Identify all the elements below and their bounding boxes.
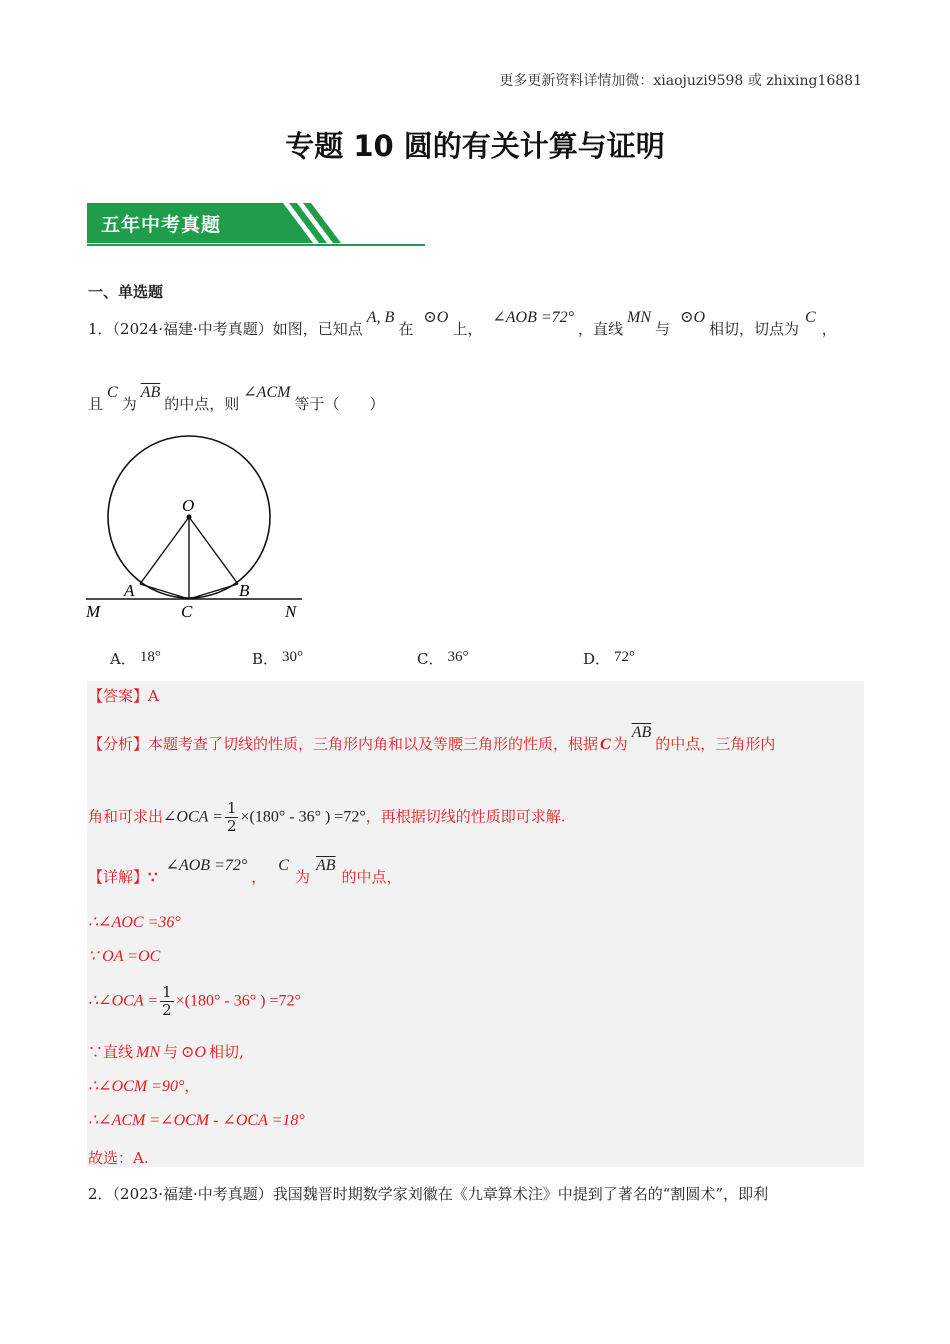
label-m: M (86, 602, 101, 621)
label-a: A (124, 581, 135, 600)
analysis-eq-left: ∠OCA = (163, 808, 223, 826)
q1-text: 的中点，则 (164, 395, 240, 413)
segment-ob (189, 517, 238, 584)
banner-text: 五年中考真题 (101, 214, 222, 236)
option-label: A． (110, 650, 136, 668)
detail-step-2: ∵ OA =OC (88, 948, 161, 965)
fraction-denominator: 2 (226, 817, 237, 835)
answer-tag: 【答案】 (88, 687, 149, 705)
q1-source: （2024·福建·中考真题） (112, 320, 273, 338)
q1-text: 且 (88, 395, 104, 413)
detail-text: 与 (163, 1043, 179, 1061)
label-o: O (182, 496, 195, 515)
detail-text: ， (251, 868, 267, 886)
label-b: B (239, 581, 250, 600)
section-heading: 一、单选题 (88, 283, 164, 301)
q1-points-ab: A, B (366, 309, 395, 326)
q1-angle-acm: ∠ACM (243, 384, 291, 401)
option-d[interactable] (583, 648, 635, 669)
detail-text: ∵直线 (88, 1043, 134, 1061)
analysis-text: 为 (612, 735, 628, 753)
detail-tag: 【详解】 (88, 868, 149, 886)
q1-text: 相切，切点为 (709, 320, 800, 338)
detail-circle-o: ⊙O (181, 1044, 206, 1061)
q1-text: ， (821, 320, 837, 338)
segment-bc (189, 584, 238, 599)
q1-line-2 (88, 384, 385, 414)
option-value: 36° (447, 649, 469, 665)
header-note: 更多更新资料详情加微：xiaojuzi9598 或 zhixing16881 (499, 73, 862, 89)
detail-point-c: C (278, 857, 289, 874)
fraction-numerator: 1 (162, 983, 172, 1001)
q2-number: 2． (88, 1185, 113, 1203)
detail-final: 故选：A. (88, 1149, 149, 1167)
fraction-denominator: 2 (162, 1001, 172, 1019)
option-c[interactable] (417, 648, 468, 669)
detail-step-3 (88, 984, 301, 1019)
detail-text: 为 (294, 868, 310, 886)
detail-eq-right: ×(180° - 36° ) =72° (175, 992, 301, 1010)
banner-underline (87, 244, 425, 246)
q1-text: 等于（ ） (294, 395, 385, 413)
option-value: 72° (614, 649, 636, 665)
analysis-fraction (225, 800, 239, 835)
q2-line-1 (88, 1183, 768, 1204)
detail-step-5 (88, 1075, 199, 1096)
page-title: 专题 10 圆的有关计算与证明 (285, 129, 665, 163)
option-value: 30° (282, 649, 304, 665)
option-b[interactable] (252, 648, 303, 669)
detail-text: 的中点， (341, 868, 402, 886)
analysis-tag: 【分析】 (88, 735, 149, 753)
analysis-arc-ab: $\overline{AB}$ (631, 724, 652, 741)
detail-angle-aob: ∠AOB =72° (165, 857, 248, 874)
detail-fraction (160, 984, 174, 1019)
option-a[interactable] (110, 648, 161, 669)
segment-oa (140, 517, 189, 584)
detail-text: 相切, (209, 1043, 244, 1061)
q1-arc-ab: $\overline{AB}$ (140, 384, 161, 401)
q1-circle-o: ⊙O (423, 309, 449, 326)
answer-value: A (148, 687, 159, 705)
q1-text: 如图，已知点 (272, 320, 363, 338)
q1-text: ，直线 (578, 320, 624, 338)
detail-arc-ab: $\overline{AB}$ (315, 857, 336, 874)
detail-eq: ∴∠OCM =90° (88, 1078, 185, 1095)
q1-circle-o: ⊙O (680, 309, 706, 326)
option-value: 18° (139, 649, 161, 665)
detail-step-1: ∴∠AOC =36° (88, 914, 181, 931)
q1-line-mn: MN (627, 309, 652, 326)
analysis-text: 角和可求出 (88, 807, 164, 826)
q1-point-c: C (805, 309, 816, 326)
center-dot (187, 515, 192, 520)
detail-step-6: ∴∠ACM =∠OCM - ∠OCA =18° (88, 1112, 305, 1129)
q2-text: 我国魏晋时期数学家刘徽在《九章算术注》中提到了著名的“割圆术”，即利 (272, 1185, 769, 1203)
analysis-text: 的中点，三角形内 (655, 735, 776, 753)
label-c: C (181, 602, 193, 621)
answer-line (88, 685, 159, 706)
q1-line-1 (88, 309, 837, 339)
section-banner (87, 203, 427, 247)
analysis-point-c: C (600, 736, 611, 753)
banner-stripes (269, 203, 389, 245)
analysis-line-1 (88, 724, 776, 754)
label-n: N (285, 602, 297, 621)
q1-text: 与 (655, 320, 671, 338)
q1-angle-aob: ∠AOB =72° (492, 309, 575, 326)
q2-source: （2023·福建·中考真题） (112, 1185, 273, 1203)
q1-figure (84, 432, 314, 632)
q1-text: 在 (398, 320, 414, 338)
because-symbol: ∵ (148, 868, 158, 886)
analysis-line-2 (88, 800, 566, 835)
analysis-text: ，再根据切线的性质即可求解. (365, 807, 566, 826)
analysis-text: 本题考查了切线的性质，三角形内角和以及等腰三角形的性质，根据 (148, 735, 599, 753)
detail-line-mn: MN (136, 1044, 161, 1061)
segment-ac (140, 584, 189, 599)
q1-text: 为 (121, 395, 137, 413)
option-label: D． (583, 650, 611, 668)
q1-text: 上， (452, 320, 483, 338)
analysis-eq-right: ×(180° - 36° ) =72° (240, 808, 366, 826)
q1-number: 1． (88, 320, 113, 338)
detail-step-4 (88, 1041, 244, 1062)
option-label: C． (417, 650, 444, 668)
option-label: B． (252, 650, 279, 668)
detail-line-1 (88, 857, 402, 887)
fraction-numerator: 1 (226, 799, 237, 817)
detail-text: ， (184, 1077, 200, 1095)
detail-eq-left: ∴∠OCA = (88, 992, 159, 1010)
q1-point-c: C (107, 384, 118, 401)
